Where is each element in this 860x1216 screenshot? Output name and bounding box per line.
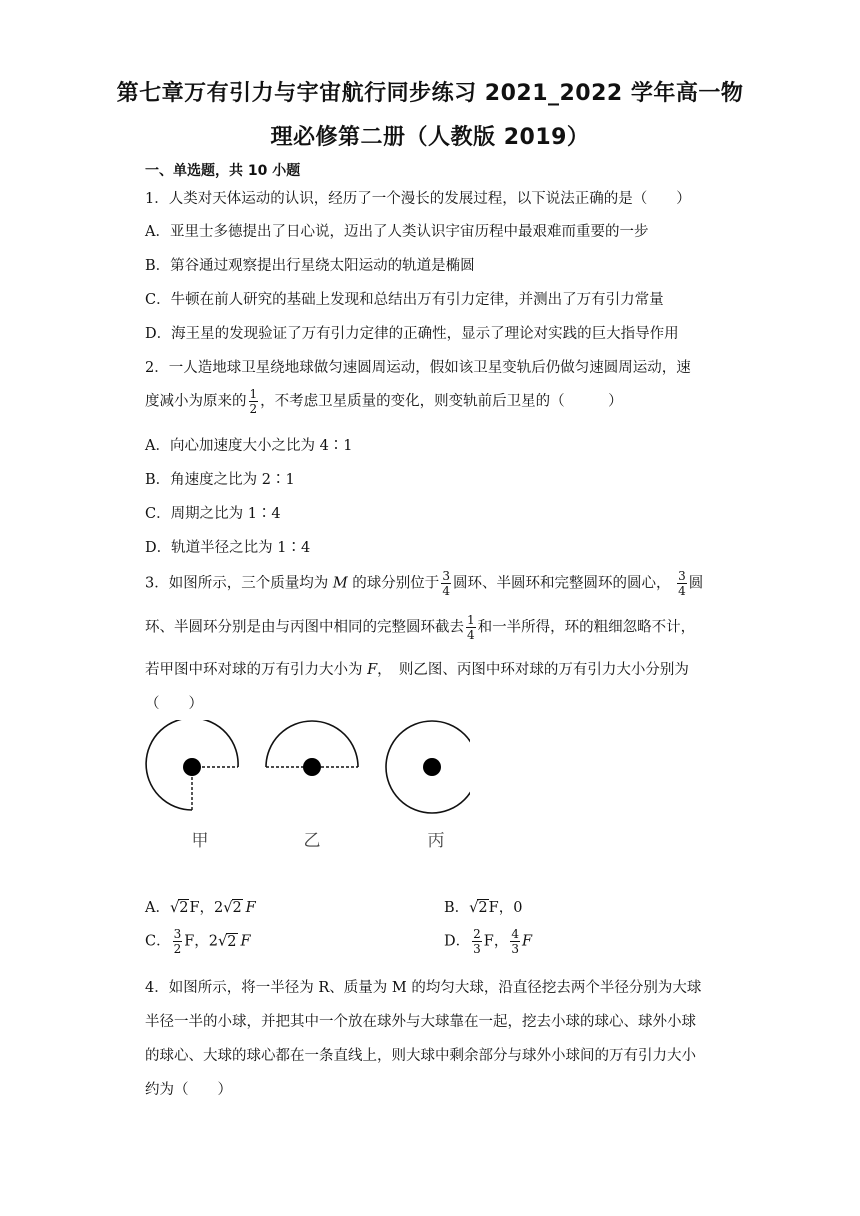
title-line-1: 第七章万有引力与宇宙航行同步练习 2021_2022 学年高一物 xyxy=(116,81,744,106)
q3-option-c: C． $\frac{3}{2}$ F，2√2 F xyxy=(145,927,251,956)
fraction-two-thirds: $\frac{2}{3}$ xyxy=(473,927,481,956)
q3-option-b: B．√2F，0 xyxy=(444,900,523,916)
figure-jia xyxy=(146,720,238,810)
ring-figures xyxy=(140,720,470,860)
q4-stem-2: 半径一半的小球，并把其中一个放在球外与大球靠在一起，挖去小球的球心、球外小球 xyxy=(145,1014,696,1030)
fraction-four-thirds: $\frac{4}{3}$ xyxy=(511,927,519,956)
q4-stem-4: 约为（ ） xyxy=(145,1082,232,1098)
q3-option-d: D． $\frac{2}{3}$ F， $\frac{4}{3}$ F xyxy=(444,927,533,956)
label-bing: 丙 xyxy=(427,831,445,851)
q4-stem-1: 4．如图所示，将一半径为 R、质量为 M 的均匀大球，沿直径挖去两个半径分别为大球 xyxy=(145,980,702,996)
q2-option-c: C．周期之比为 1∶4 xyxy=(145,506,281,522)
q2-stem-2: 度减小为原来的 $\frac{1}{2}$ ，不考虑卫星质量的变化，则变轨前后卫星的（ ） xyxy=(145,387,623,416)
fraction-three-quarters: $\frac{3}{4}$ xyxy=(442,569,450,598)
q2-option-a: A．向心加速度大小之比为 4∶1 xyxy=(145,438,353,454)
q1-stem: 1．人类对天体运动的认识，经历了一个漫长的发展过程，以下说法正确的是（ ） xyxy=(145,191,691,207)
fraction-three-halves: $\frac{3}{2}$ xyxy=(173,927,182,956)
label-jia: 甲 xyxy=(191,831,209,851)
q3-option-a: A．√2F，2√2 F xyxy=(145,900,256,916)
q1-option-d: D．海王星的发现验证了万有引力定律的正确性，显示了理论对实践的巨大指导作用 xyxy=(145,326,679,342)
q1-option-c: C．牛顿在前人研究的基础上发现和总结出万有引力定律，并测出了万有引力常量 xyxy=(145,292,664,308)
q4-stem-3: 的球心、大球的球心都在一条直线上，则大球中剩余部分与球外小球间的万有引力大小 xyxy=(145,1048,696,1064)
q3-stem-3: 若甲图中环对球的万有引力大小为 F， 则乙图、丙图中环对球的万有引力大小分别为 xyxy=(145,662,689,678)
q3-stem-2: 环、半圆环分别是由与丙图中相同的完整圆环截去 $\frac{1}{4}$ 和一半所得，环的粗细忽略不计， xyxy=(145,613,696,642)
figure-yi xyxy=(266,721,358,776)
q2-option-b: B．角速度之比为 2∶1 xyxy=(145,472,295,488)
fraction-one-quarter: $\frac{1}{4}$ xyxy=(467,613,475,642)
q3-stem-1: 3．如图所示，三个质量均为 M 的球分别位于 $\frac{3}{4}$ 圆环、半圆环和完整圆环的圆心， $\frac{3}{4}$ 圆 xyxy=(145,569,704,598)
fraction-three-quarters: $\frac{3}{4}$ xyxy=(678,569,686,598)
q1-option-b: B．第谷通过观察提出行星绕太阳运动的轨道是椭圆 xyxy=(145,258,475,274)
section-heading: 一、单选题，共 10 小题 xyxy=(145,163,301,179)
fraction-one-half: $\frac{1}{2}$ xyxy=(249,387,258,416)
q2-stem-1: 2．一人造地球卫星绕地球做匀速圆周运动，假如该卫星变轨后仍做匀速圆周运动，速 xyxy=(145,360,691,376)
q3-stem-4: （ ） xyxy=(145,696,203,712)
label-yi: 乙 xyxy=(303,831,321,851)
title-line-2: 理必修第二册（人教版 2019） xyxy=(270,125,590,150)
figure-bing xyxy=(386,721,470,813)
q2-option-d: D．轨道半径之比为 1∶4 xyxy=(145,540,311,556)
q1-option-a: A．亚里士多德提出了日心说，迈出了人类认识宇宙历程中最艰难而重要的一步 xyxy=(145,224,649,240)
